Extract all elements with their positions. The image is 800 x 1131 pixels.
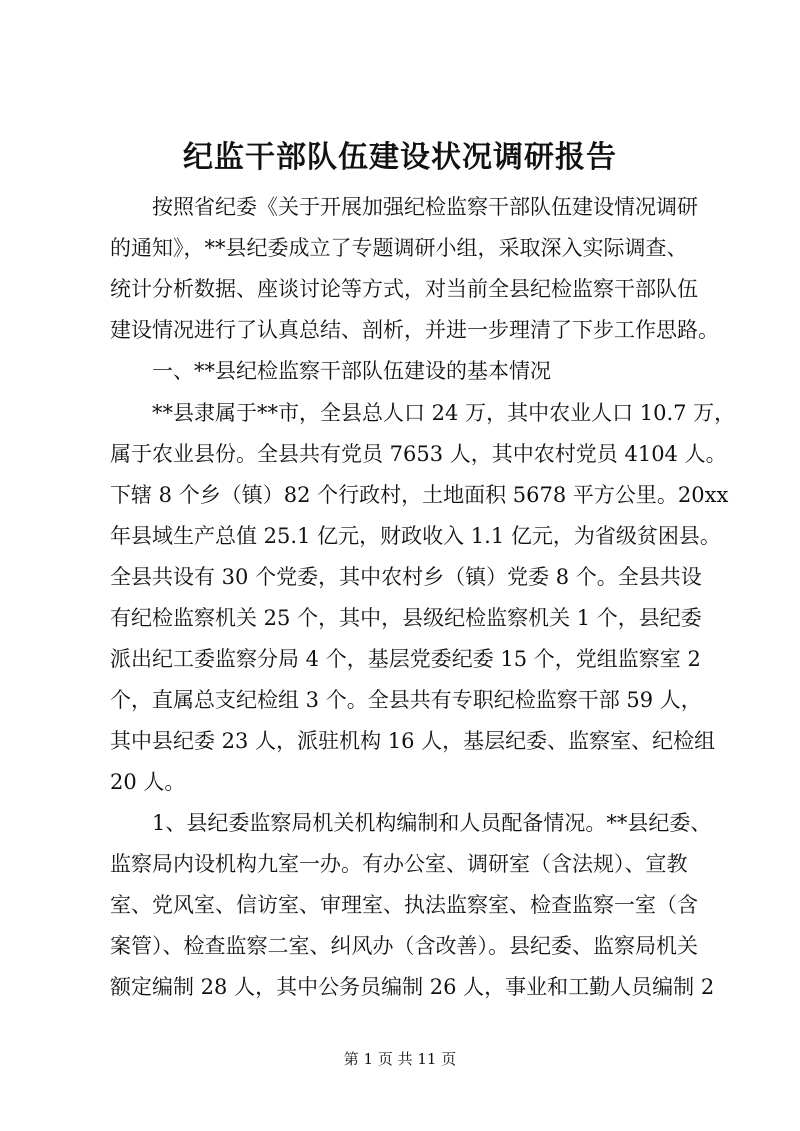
paragraph-line: 额定编制 28 人，其中公务员编制 26 人，事业和工勤人员编制 2 — [110, 975, 715, 999]
paragraph-line: 年县域生产总值 25.1 亿元，财政收入 1.1 亿元，为省级贫困县。 — [110, 524, 721, 548]
paragraph-line: 派出纪工委监察分局 4 个，基层党委纪委 15 个，党组监察室 2 — [110, 647, 701, 671]
page-number-footer: 第 1 页 共 11 页 — [343, 1050, 457, 1068]
paragraph-line: 统计分析数据、座谈讨论等方式，对当前全县纪检监察干部队伍 — [110, 277, 698, 301]
paragraph-line: 20 人。 — [110, 770, 186, 794]
paragraph-line: 属于农业县份。全县共有党员 7653 人，其中农村党员 4104 人。 — [110, 442, 727, 466]
paragraph-line: **县隶属于**市，全县总人口 24 万，其中农业人口 10.7 万， — [152, 401, 736, 425]
paragraph-line: 个，直属总支纪检组 3 个。全县共有专职纪检监察干部 59 人， — [110, 688, 702, 712]
paragraph-line: 监察局内设机构九室一办。有办公室、调研室（含法规）、宣教 — [110, 852, 688, 876]
paragraph-line: 1、县纪委监察局机关机构编制和人员配备情况。**县纪委、 — [152, 811, 712, 835]
paragraph-line: 建设情况进行了认真总结、剖析，并进一步理清了下步工作思路。 — [110, 318, 719, 342]
paragraph-line: 全县共设有 30 个党委，其中农村乡（镇）党委 8 个。全县共设 — [110, 565, 702, 589]
paragraph-line: 室、党风室、信访室、审理室、执法监察室、检查监察一室（含 — [110, 893, 698, 917]
section-heading: 一、**县纪检监察干部队伍建设的基本情况 — [152, 359, 551, 383]
paragraph-line: 的通知》，**县纪委成立了专题调研小组，采取深入实际调查、 — [110, 236, 688, 260]
paragraph-line: 下辖 8 个乡（镇）82 个行政村，土地面积 5678 平方公里。20xx — [110, 483, 729, 507]
paragraph-line: 案管）、检查监察二室、纠风办（含改善）。县纪委、监察局机关 — [110, 934, 698, 958]
paragraph-line: 有纪检监察机关 25 个，其中，县级纪检监察机关 1 个，县纪委 — [110, 606, 702, 630]
paragraph-line: 其中县纪委 23 人，派驻机构 16 人，基层纪委、监察室、纪检组 — [110, 729, 716, 753]
paragraph-line: 按照省纪委《关于开展加强纪检监察干部队伍建设情况调研 — [152, 195, 698, 219]
document-title: 纪监干部队伍建设状况调研报告 — [183, 140, 617, 175]
